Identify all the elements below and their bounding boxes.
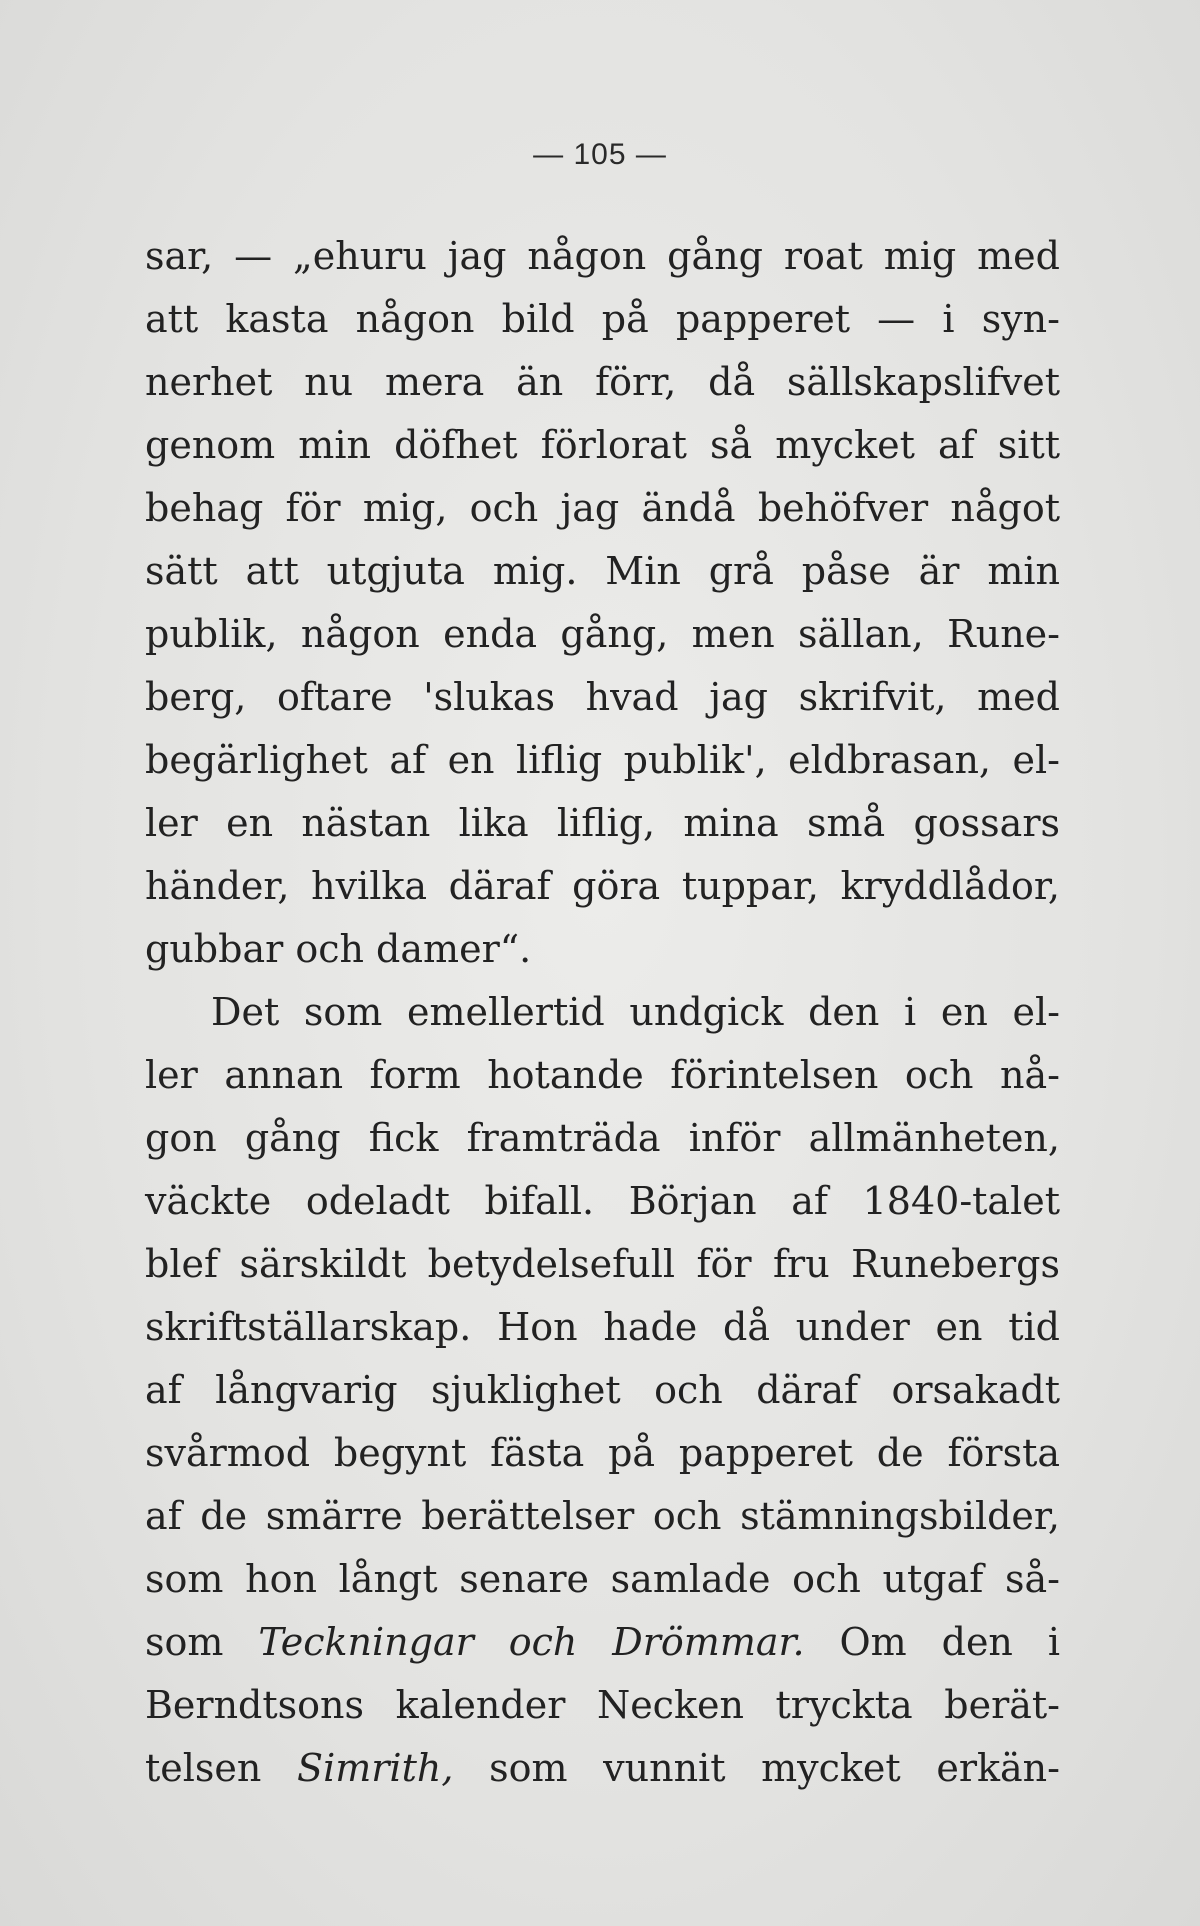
page-number: — 105 — xyxy=(533,138,667,171)
text-line: som hon långt senare samlade och utgaf så- xyxy=(145,1557,1060,1601)
text-segment: som xyxy=(145,1620,259,1664)
text-line: genom min döfhet förlorat så mycket af sitt xyxy=(145,423,1060,467)
text-line: af långvarig sjuklighet och däraf orsakadt xyxy=(145,1368,1060,1412)
text-segment: Om den i xyxy=(804,1620,1060,1664)
text-line: ler en nästan lika liflig, mina små gossars xyxy=(145,801,1060,845)
text-line: ler annan form hotande förintelsen och nå- xyxy=(145,1053,1060,1097)
text-line: Berndtsons kalender Necken tryckta berät- xyxy=(145,1683,1060,1727)
text-line: Det som emellertid undgick den i en el- xyxy=(211,990,1060,1034)
text-line: sätt att utgjuta mig. Min grå påse är min xyxy=(145,549,1060,593)
text-line xyxy=(145,1611,1060,1674)
text-line: gubbar och damer“. xyxy=(145,927,532,971)
text-line: publik, någon enda gång, men sällan, Rune- xyxy=(145,612,1060,656)
text-line: begärlighet af en liflig publik', eldbrasan, el- xyxy=(145,738,1060,782)
body-text xyxy=(145,225,1060,1800)
text-segment: som vunnit mycket erkän- xyxy=(453,1746,1060,1790)
text-line: skriftställarskap. Hon hade då under en tid xyxy=(145,1305,1060,1349)
text-line: sar, — „ehuru jag någon gång roat mig med xyxy=(145,234,1060,278)
text-line: väckte odeladt bifall. Början af 1840-talet xyxy=(145,1179,1060,1223)
story-title-italic: Simrith, xyxy=(297,1746,454,1790)
text-line: berg, oftare 'slukas hvad jag skrifvit, med xyxy=(145,675,1060,719)
text-line: af de smärre berättelser och stämningsbilder, xyxy=(145,1494,1060,1538)
text-line: blef särskildt betydelsefull för fru Runebergs xyxy=(145,1242,1060,1286)
book-title-italic: Teckningar och Drömmar. xyxy=(258,1620,805,1664)
text-line: svårmod begynt fästa på papperet de första xyxy=(145,1431,1060,1475)
text-line: att kasta någon bild på papperet — i syn- xyxy=(145,297,1060,341)
text-line: nerhet nu mera än förr, då sällskapslifvet xyxy=(145,360,1060,404)
text-line: behag för mig, och jag ändå behöfver något xyxy=(145,486,1060,530)
text-line xyxy=(145,1737,1060,1800)
text-segment: telsen xyxy=(145,1746,298,1790)
text-line: händer, hvilka däraf göra tuppar, kryddlådor, xyxy=(145,864,1060,908)
text-line: gon gång fick framträda inför allmänheten, xyxy=(145,1116,1060,1160)
